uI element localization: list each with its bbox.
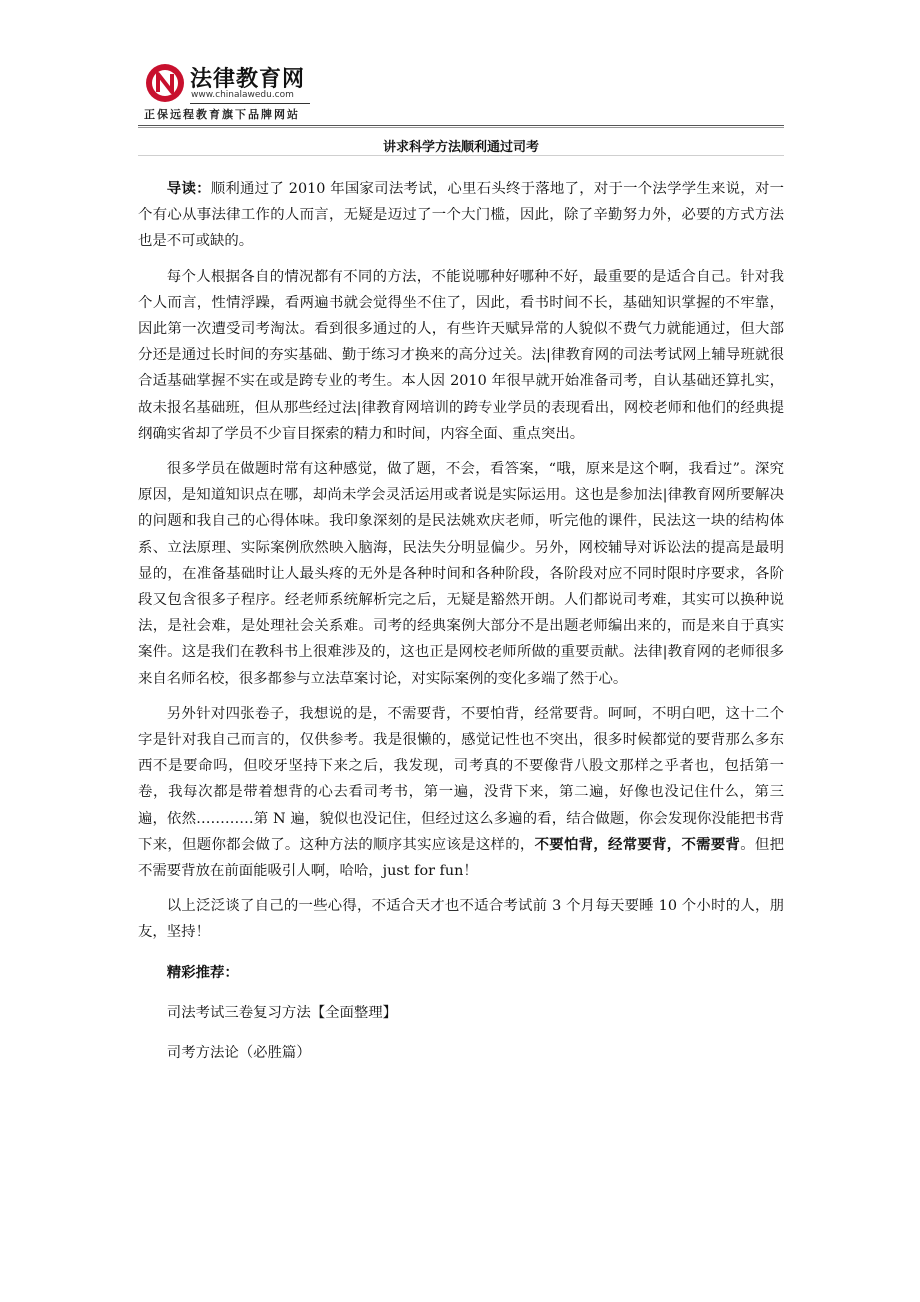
article-body: [138, 176, 784, 1066]
paragraph-3-emphasis: 不要怕背，经常要背，不需要背: [534, 835, 741, 853]
intro-paragraph: [138, 176, 784, 255]
paragraph-3-tail: 。但把不需要背放在前面能吸引人啊，哈哈，just for fun！: [138, 836, 784, 880]
paragraph-2: 很多学员在做题时常有这种感觉，做了题，不会，看答案，“哦，原来是这个啊，我看过”。深究原因，是知道知识点在哪，却尚未学会灵活运用或者说是实际运用。这也是参加法|律教育网所要解决的问题和我自己的心得体味。我印象深刻的是民法姚欢庆老师，听完他的课件，民法这一块的结构体系、立法原理、实际案例欣然映入脑海，民法失分明显偏少。另外，网校辅导对诉讼法的提高是最明显的，在准备基础时让人最头疼的无外是各种时间和各种阶段，各阶段对应不同时限时序要求，各阶段又包含很多子程序。经老师系统解析完之后，无疑是豁然开朗。人们都说司考难，其实可以换种说法，是社会难，是处理社会关系难。司考的经典案例大部分不是出题老师编出来的，而是来自于真实案件。这是我们在教科书上很难涉及的，这也正是网校老师所做的重要贡献。法律|教育网的老师很多来自名师名校，很多都参与立法草案讨论，对实际案例的变化多端了然于心。: [138, 461, 784, 687]
intro-text: 顺利通过了 2010 年国家司法考试，心里石头终于落地了，对于一个法学学生来说，对一个有心从事法律工作的人而言，无疑是迈过了一个大门槛，因此，除了辛勤努力外，必要的方式方法也是不可或缺的。: [138, 181, 784, 250]
intro-label: 导读：: [166, 181, 211, 197]
paragraph-3-text: 另外针对四张卷子，我想说的是，不需要背，不要怕背，经常要背。呵呵，不明白吧，这十二个字是针对我自己而言的，仅供参考。我是很懒的，感觉记性也不突出，很多时候都觉的要背那么多东西不是要命吗，但咬牙坚持下来之后，我发现，司考真的不要像背八股文那样之乎者也，包括第一卷，我每次都是带着想背的心去看司考书，第一遍，没背下来，第二遍，好像也没记住什么，第三遍，依然…………第 N 遍，貌似也没记住，但经过这么多遍的看，结合做题，你会发现你没能把书背下来，但题你都会做了。这种方法的顺序其实应该是这样的，: [138, 705, 784, 853]
recommend-link-1[interactable]: 司法考试三卷复习方法【全面整理】: [166, 1004, 398, 1021]
header-divider: [138, 125, 784, 126]
recommend-link-2[interactable]: 司考方法论（必胜篇）: [166, 1044, 311, 1061]
logo-underline: [190, 103, 310, 104]
logo-slogan: 正保远程教育旗下品牌网站: [144, 108, 300, 121]
logo-url: www.chinalawedu.com: [191, 90, 294, 100]
logo-name: 法律教育网: [190, 67, 306, 92]
paragraph-1: 每个人根据各自的情况都有不同的方法，不能说哪种好哪种不好，最重要的是适合自己。针对我个人而言，性情浮躁，看两遍书就会觉得坐不住了，因此，看书时间不长，基础知识掌握的不牢靠，因此第一次遭受司考淘汰。看到很多通过的人，有些许天赋异常的人貌似不费气力就能通过，但大部分还是通过长时间的夯实基础、勤于练习才换来的高分过关。法|律教育网的司法考试网上辅导班就很合适基础掌握不实在或是跨专业的考生。本人因 2010 年很早就开始准备司考，自认基础还算扎实，故未报名基础班，但从那些经过法|律教育网培训的跨专业学员的表现看出，网校老师和他们的经典提纲确实省却了学员不少盲目探索的精力和时间，内容全面、重点突出。: [138, 268, 784, 442]
paragraph-3: [138, 701, 784, 884]
title-divider: [138, 155, 784, 156]
article-title: 讲求科学方法顺利通过司考: [382, 140, 539, 155]
recommend-heading: 精彩推荐：: [166, 963, 239, 981]
logo-emblem-icon: [144, 62, 186, 104]
header-divider-secondary: [138, 127, 784, 128]
site-header: [138, 60, 784, 130]
paragraph-4: 以上泛泛谈了自己的一些心得，不适合天才也不适合考试前 3 个月每天要睡 10 个小时的人，朋友，坚持！: [138, 898, 784, 941]
